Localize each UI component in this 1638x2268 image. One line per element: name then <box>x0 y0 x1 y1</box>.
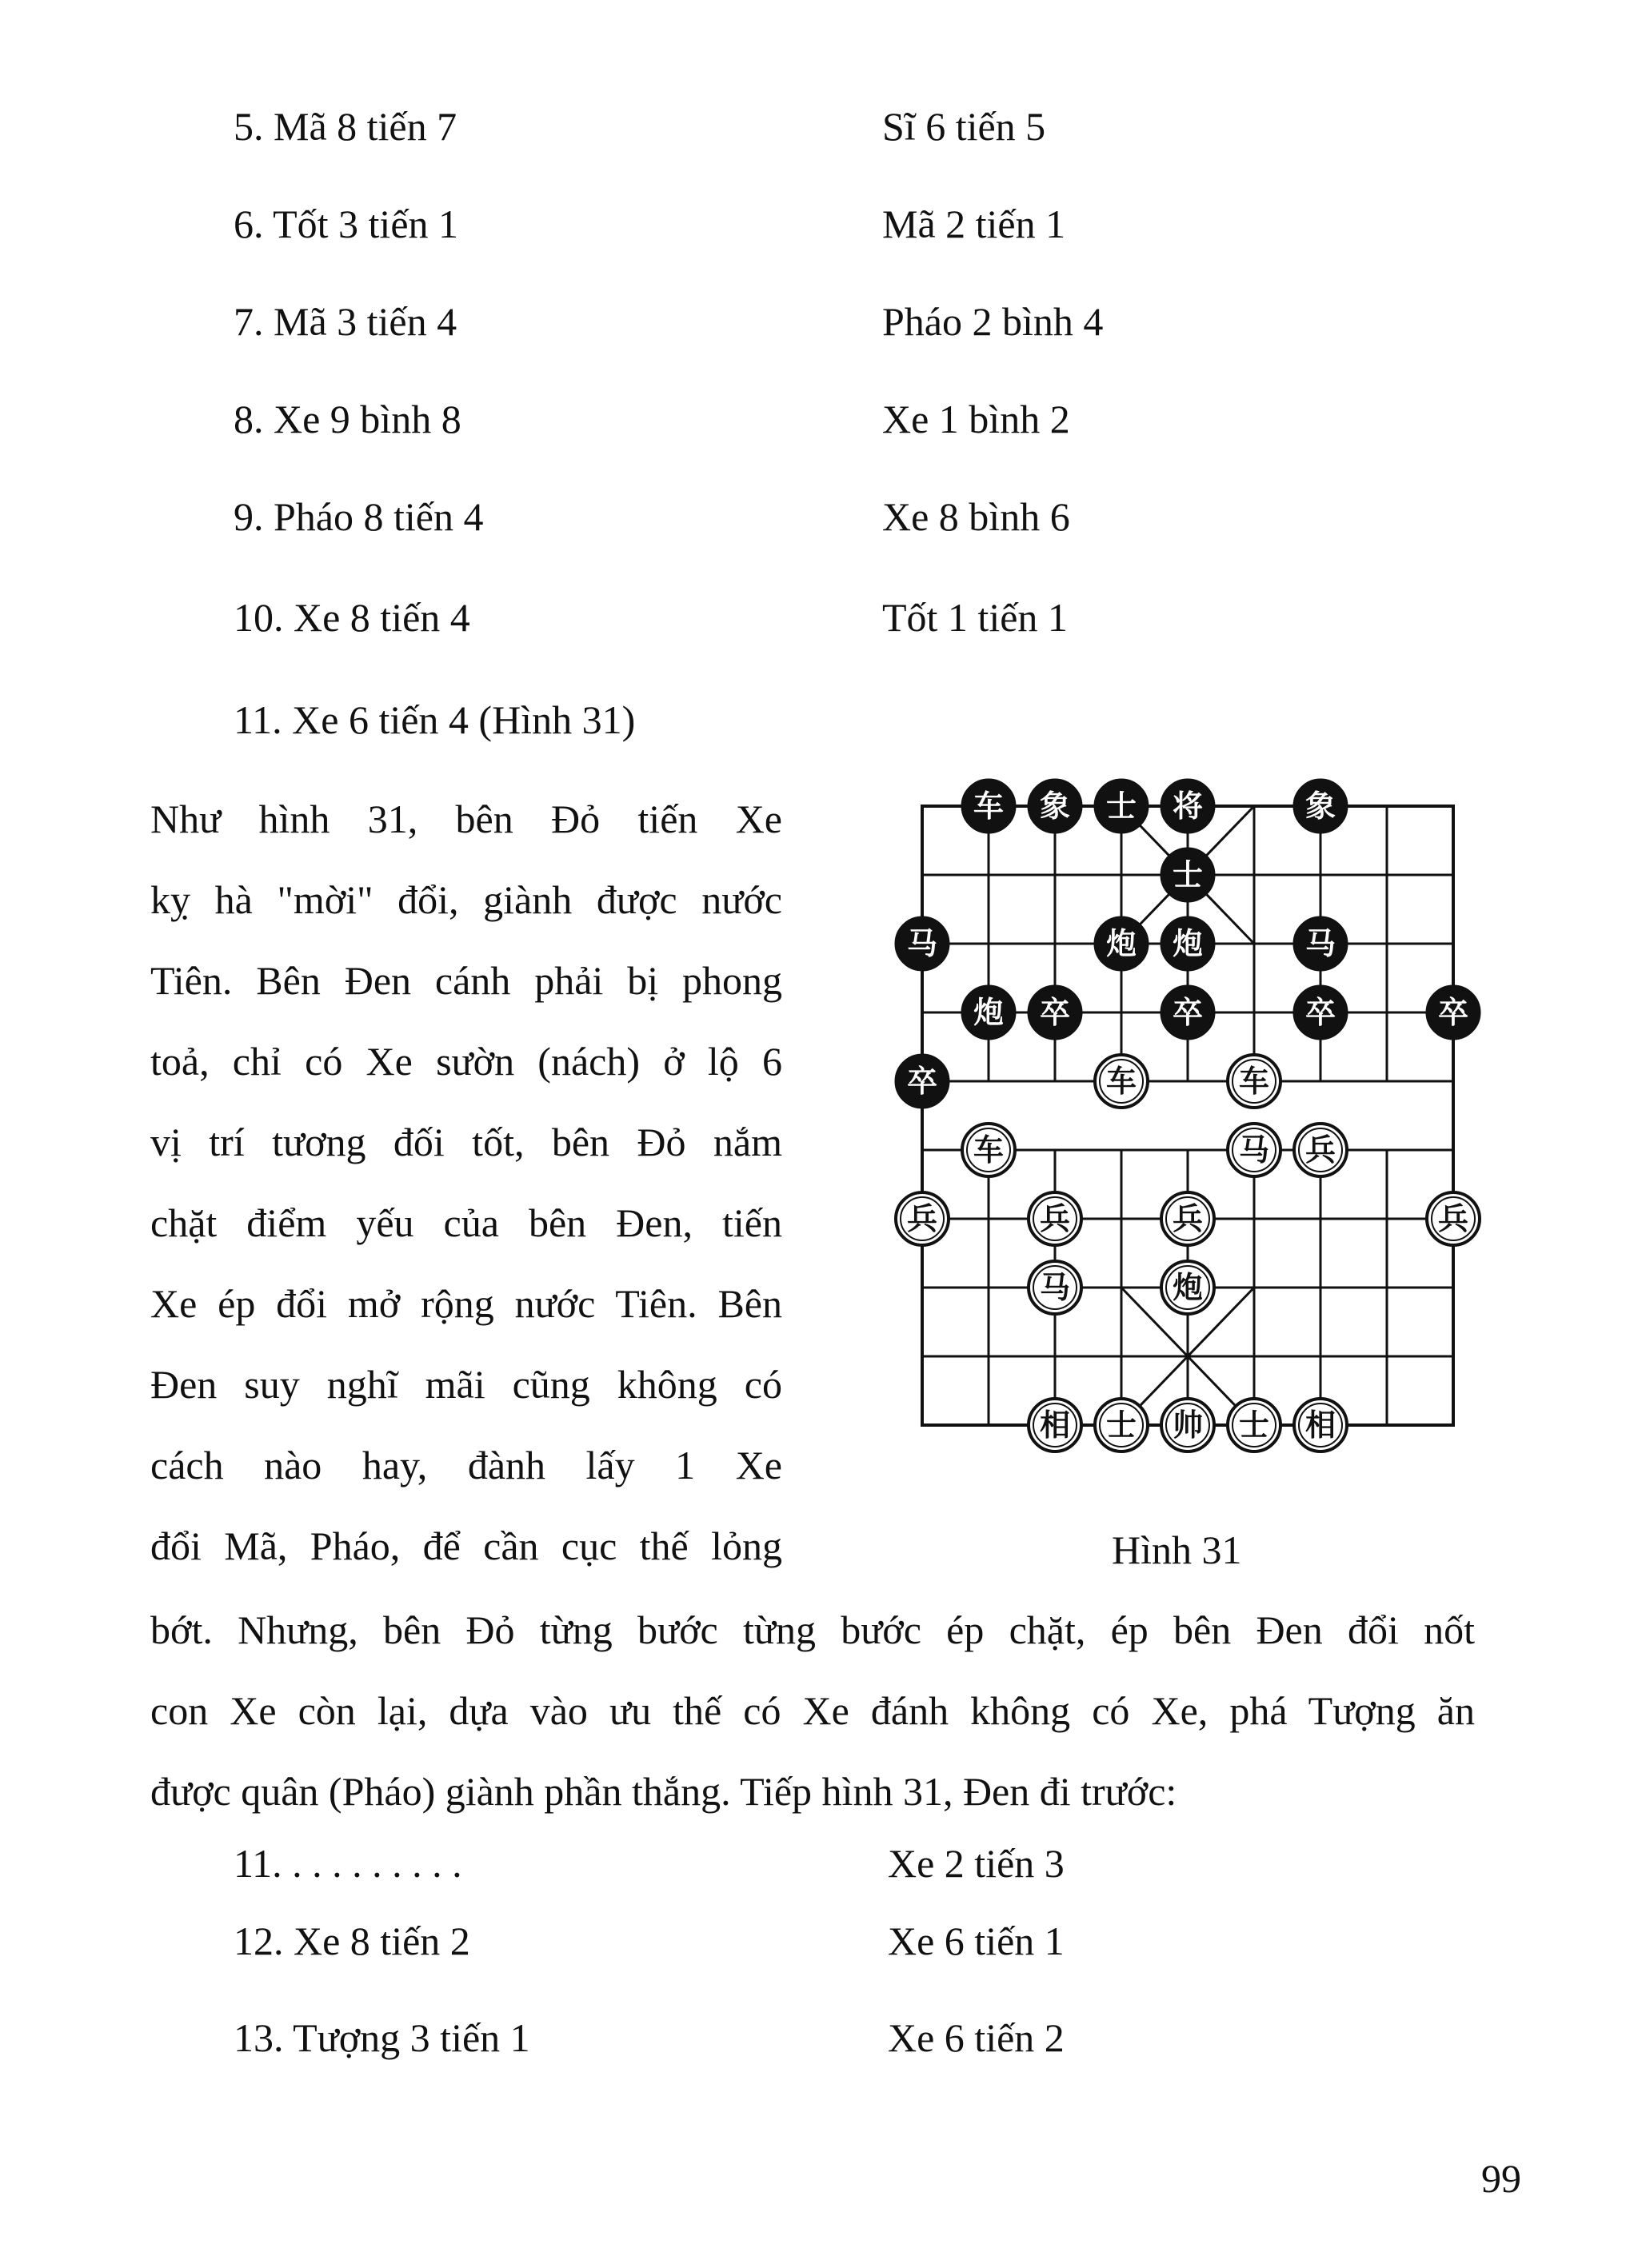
red-advisor-piece <box>1095 1399 1148 1451</box>
piece-glyph: 车 <box>1105 1064 1137 1099</box>
piece-glyph: 兵 <box>1172 1201 1204 1236</box>
black-soldier-piece <box>1161 986 1214 1039</box>
black-soldier-piece <box>1029 986 1081 1039</box>
piece-glyph: 炮 <box>1172 1270 1204 1305</box>
piece-glyph: 马 <box>1238 1132 1270 1168</box>
move-red: 11. . . . . . . . . . <box>234 1841 462 1886</box>
red-elephant-piece <box>1294 1399 1347 1451</box>
piece-glyph: 士 <box>1238 1408 1270 1443</box>
page-number: 99 <box>1481 2156 1521 2201</box>
black-elephant-piece <box>1029 780 1081 833</box>
piece-glyph: 士 <box>1105 1408 1137 1443</box>
move-red: 11. Xe 6 tiến 4 (Hình 31) <box>234 697 636 742</box>
move-red: 9. Pháo 8 tiến 4 <box>234 494 484 539</box>
red-soldier-piece <box>896 1192 949 1245</box>
black-advisor-piece <box>1095 780 1148 833</box>
red-soldier-piece <box>1029 1192 1081 1245</box>
move-black: Xe 2 tiến 3 <box>888 1841 1065 1886</box>
move-black: Mã 2 tiến 1 <box>882 202 1066 246</box>
black-cannon-piece <box>1161 917 1214 970</box>
paragraph-line: chặt điểm yếu của bên Đen, tiến <box>150 1200 782 1245</box>
red-cannon-piece <box>1161 1261 1214 1314</box>
paragraph-line: Đen suy nghĩ mãi cũng không có <box>150 1362 782 1407</box>
move-red: 8. Xe 9 bình 8 <box>234 397 461 441</box>
figure-caption: Hình 31 <box>1112 1527 1242 1572</box>
move-red: 7. Mã 3 tiến 4 <box>234 299 457 344</box>
red-advisor-piece <box>1228 1399 1280 1451</box>
move-black: Xe 1 bình 2 <box>882 397 1070 441</box>
piece-glyph: 相 <box>1039 1408 1071 1443</box>
piece-glyph: 相 <box>1304 1408 1336 1443</box>
paragraph-line: kỵ hà "mời" đổi, giành được nước <box>150 877 782 922</box>
piece-glyph: 马 <box>1039 1270 1071 1305</box>
piece-glyph: 车 <box>1238 1064 1270 1099</box>
piece-glyph: 卒 <box>1304 995 1336 1030</box>
red-chariot-piece <box>1228 1055 1280 1108</box>
paragraph-line: Tiên. Bên Đen cánh phải bị phong <box>150 958 782 1003</box>
piece-glyph: 将 <box>1172 789 1204 824</box>
black-cannon-piece <box>1095 917 1148 970</box>
move-black: Xe 8 bình 6 <box>882 494 1070 539</box>
paragraph-left <box>150 779 782 1587</box>
piece-glyph: 兵 <box>1304 1132 1336 1168</box>
black-chariot-piece <box>962 780 1015 833</box>
black-soldier-piece <box>1427 986 1480 1039</box>
paragraph-line: bớt. Nhưng, bên Đỏ từng bước từng bước ép chặt, ép bên Đen đổi nốt <box>150 1607 1475 1652</box>
paragraph-line: được quân (Pháo) giành phần thắng. Tiếp hình 31, Đen đi trước: <box>150 1769 1177 1814</box>
move-black: Sĩ 6 tiến 5 <box>882 104 1046 149</box>
piece-glyph: 兵 <box>906 1201 938 1236</box>
paragraph-line: Như hình 31, bên Đỏ tiến Xe <box>150 797 782 841</box>
piece-glyph: 士 <box>1105 789 1137 824</box>
move-black: Xe 6 tiến 2 <box>888 2015 1065 2060</box>
red-general-piece <box>1161 1399 1214 1451</box>
move-black: Tốt 1 tiến 1 <box>882 595 1068 640</box>
black-advisor-piece <box>1161 849 1214 901</box>
red-soldier-piece <box>1161 1192 1214 1245</box>
piece-glyph: 象 <box>1039 789 1071 824</box>
black-elephant-piece <box>1294 780 1347 833</box>
red-chariot-piece <box>962 1124 1015 1176</box>
move-red: 10. Xe 8 tiến 4 <box>234 595 470 640</box>
red-horse-piece <box>1029 1261 1081 1314</box>
piece-glyph: 兵 <box>1437 1201 1469 1236</box>
red-soldier-piece <box>1294 1124 1347 1176</box>
red-soldier-piece <box>1427 1192 1480 1245</box>
move-red: 13. Tượng 3 tiến 1 <box>234 2015 530 2060</box>
paragraph-full <box>150 1590 1475 1832</box>
piece-glyph: 炮 <box>973 995 1005 1030</box>
xiangqi-board-diagram <box>868 766 1508 1470</box>
paragraph-line: đổi Mã, Pháo, để cần cục thế lỏng <box>150 1523 782 1568</box>
piece-glyph: 炮 <box>1172 926 1204 961</box>
black-cannon-piece <box>962 986 1015 1039</box>
move-red: 12. Xe 8 tiến 2 <box>234 1919 470 1963</box>
move-black: Xe 6 tiến 1 <box>888 1919 1065 1963</box>
move-red: 6. Tốt 3 tiến 1 <box>234 202 459 246</box>
piece-glyph: 士 <box>1172 857 1204 892</box>
piece-glyph: 卒 <box>1437 995 1469 1030</box>
piece-glyph: 马 <box>1304 926 1336 961</box>
black-soldier-piece <box>1294 986 1347 1039</box>
paragraph-line: cách nào hay, đành lấy 1 Xe <box>150 1443 782 1487</box>
piece-glyph: 炮 <box>1105 926 1137 961</box>
paragraph-line: toả, chỉ có Xe sườn (nách) ở lộ 6 <box>150 1039 782 1084</box>
piece-glyph: 马 <box>906 926 938 961</box>
piece-glyph: 车 <box>973 1132 1005 1168</box>
piece-glyph: 卒 <box>1172 995 1204 1030</box>
paragraph-line: vị trí tương đối tốt, bên Đỏ nắm <box>150 1120 782 1164</box>
black-horse-piece <box>1294 917 1347 970</box>
piece-glyph: 卒 <box>1039 995 1071 1030</box>
piece-glyph: 卒 <box>906 1064 938 1099</box>
paragraph-line: con Xe còn lại, dựa vào ưu thế có Xe đánh không có Xe, phá Tượng ăn <box>150 1688 1475 1733</box>
paragraph-line: Xe ép đổi mở rộng nước Tiên. Bên <box>150 1281 782 1326</box>
red-horse-piece <box>1228 1124 1280 1176</box>
move-black: Pháo 2 bình 4 <box>882 299 1104 344</box>
red-chariot-piece <box>1095 1055 1148 1108</box>
black-soldier-piece <box>896 1055 949 1108</box>
move-red: 5. Mã 8 tiến 7 <box>234 104 457 149</box>
piece-glyph: 帅 <box>1172 1408 1204 1443</box>
black-horse-piece <box>896 917 949 970</box>
piece-glyph: 兵 <box>1039 1201 1071 1236</box>
black-general-piece <box>1161 780 1214 833</box>
red-elephant-piece <box>1029 1399 1081 1451</box>
piece-glyph: 象 <box>1304 789 1336 824</box>
piece-glyph: 车 <box>973 789 1005 824</box>
